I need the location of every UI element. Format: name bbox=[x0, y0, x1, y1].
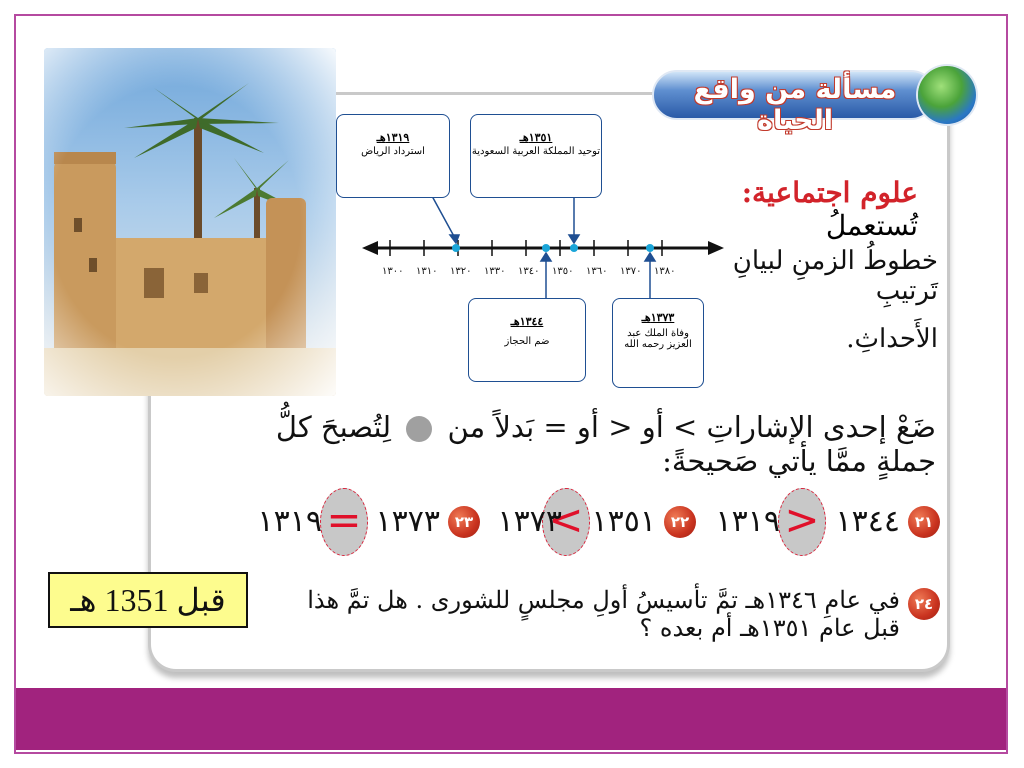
bottom-band bbox=[16, 688, 1006, 750]
tick-label: ١٣٥٠ bbox=[552, 266, 574, 277]
event-year: ١٣٥١هـ bbox=[519, 131, 553, 144]
globe-icon bbox=[918, 66, 976, 124]
tick-label: ١٣٨٠ bbox=[654, 266, 676, 277]
question-24-text: في عامِ ١٣٤٦هـ تمَّ تأسيسُ أولِ مجلسٍ للشورى . هل تمَّ هذا قبل عام ١٣٥١هـ أم بعده ؟ bbox=[307, 586, 900, 642]
comparison-symbol: = bbox=[326, 495, 362, 544]
exercise-left-value: ١٣٧٣ bbox=[375, 504, 440, 539]
banner-title: مسألة من واقع الحياة bbox=[693, 74, 897, 136]
event-box-king-death bbox=[612, 298, 704, 388]
tick-label: ١٣٠٠ bbox=[382, 266, 404, 277]
event-label: توحيد المملكة العربية السعودية bbox=[471, 146, 601, 157]
answer-box: قبل 1351 هـ bbox=[48, 572, 248, 628]
answer-oval[interactable] bbox=[778, 488, 826, 556]
event-label: وفاة الملك عبد العزيز رحمه الله bbox=[624, 328, 692, 350]
event-box-hijaz bbox=[468, 298, 586, 382]
event-year: ١٣٤٤هـ bbox=[510, 315, 544, 328]
exercise-21 bbox=[715, 495, 940, 548]
event-label: ضم الحجاز bbox=[504, 336, 550, 347]
comparison-symbol: > bbox=[548, 495, 584, 544]
section-banner bbox=[652, 66, 964, 136]
instruction-line bbox=[256, 410, 936, 478]
event-box-unification bbox=[470, 114, 602, 198]
exercise-number-badge: ٢١ bbox=[908, 506, 940, 538]
fortress-photo bbox=[44, 48, 336, 396]
exercise-22 bbox=[497, 495, 696, 548]
exercise-number-badge: ٢٢ bbox=[664, 506, 696, 538]
exercise-right-value: ١٣١٩ bbox=[257, 504, 322, 539]
instruction-text-after: لِتُصبحَ كلُّ جملةٍ ممَّا يأتي صَحيحةً: bbox=[275, 410, 936, 478]
tick-label: ١٣١٠ bbox=[416, 266, 438, 277]
comparison-symbol: < bbox=[784, 495, 820, 544]
paragraph-line-3: الأَحداثِ. bbox=[846, 324, 938, 354]
timeline-tick-labels bbox=[360, 266, 730, 282]
tick-label: ١٣٤٠ bbox=[518, 266, 540, 277]
exercise-right-value: ١٣٧٣ bbox=[497, 504, 562, 539]
event-year: ١٣١٩هـ bbox=[376, 131, 410, 144]
paragraph-line-2: خطوطُ الزمنِ لبيانِ تَرتيبِ bbox=[732, 246, 938, 306]
tick-label: ١٣٣٠ bbox=[484, 266, 506, 277]
subject-label: علوم اجتماعية: bbox=[741, 176, 918, 209]
question-number-badge: ٢٤ bbox=[908, 588, 940, 620]
exercise-left-value: ١٣٥١ bbox=[591, 504, 656, 539]
event-year: ١٣٧٣هـ bbox=[641, 311, 675, 324]
subject-line bbox=[708, 176, 918, 242]
tick-label: ١٣٧٠ bbox=[620, 266, 642, 277]
event-label: استرداد الرياض bbox=[361, 146, 425, 157]
exercise-23 bbox=[257, 495, 480, 548]
instruction-text-before: ضَعْ إحدى الإشاراتِ > أو < أو = بَدلاً من bbox=[447, 410, 936, 444]
subject-text: تُستعملُ bbox=[825, 209, 918, 242]
tick-label: ١٣٦٠ bbox=[586, 266, 608, 277]
tick-label: ١٣٢٠ bbox=[450, 266, 472, 277]
answer-oval[interactable] bbox=[320, 488, 368, 556]
blank-circle-icon bbox=[406, 416, 432, 442]
exercise-right-value: ١٣١٩ bbox=[715, 504, 780, 539]
exercise-left-value: ١٣٤٤ bbox=[835, 504, 900, 539]
exercise-number-badge: ٢٣ bbox=[448, 506, 480, 538]
event-box-riyadh bbox=[336, 114, 450, 198]
